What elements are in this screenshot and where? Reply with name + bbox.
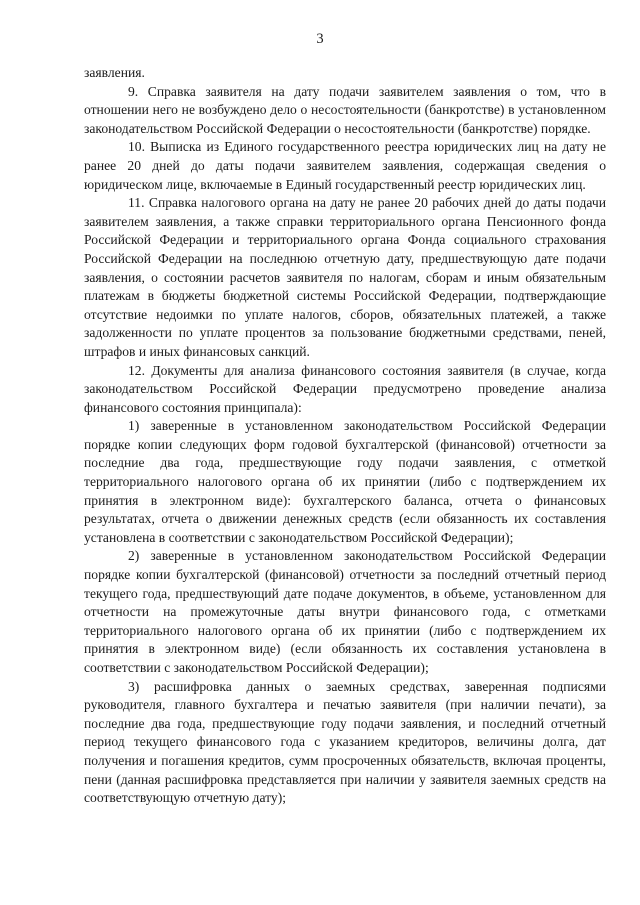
paragraph-item-9: 9. Справка заявителя на дату подачи заявителем заявления о том, что в отношении него не возбуждено дело о несостоятельности (банкротстве) в установленном законодательством Российской Федерации о несостоятельности (банкротстве) порядке. [84,83,606,136]
paragraph-item-11: 11. Справка налогового органа на дату не ранее 20 рабочих дней до даты подачи заявителем заявления, а также справки территориального органа Пенсионного фонда Российской Федерации и территориального органа Фонда социального страхования Российской Федерации на последнюю отчетную дату, предшествующую дате подачи заявления, о состоянии расчетов заявителя по налогам, сборам и иным обязательным платежам в бюджеты бюджетной системы Российской Федерации, подтверждающие отсутствие недоимки по уплате налогов, сборов, обязательных платежей, а также задолженности по уплате процентов за пользование бюджетными средствами, пеней, штрафов и иных финансовых санкций. [84,195,606,359]
document-body [84,64,606,808]
page-number: 3 [316,31,324,47]
paragraph-item-10: 10. Выписка из Единого государственного реестра юридических лиц на дату не ранее 20 дней до даты подачи заявителем заявления, содержащая сведения о юридическом лице, включаемые в Единый государственный реестр юридических лиц. [84,139,606,192]
paragraph-subitem-2: 2) заверенные в установленном законодательством Российской Федерации порядке копии бухгалтерской (финансовой) отчетности за последний отчетный период текущего года, предшествующий дате подаче документов, в объеме, установленном для отчетности на промежуточные даты внутри финансового года, с отметками территориального налогового органа об их принятии (либо с подтверждением их принятия в электронном виде) (если обязанность их составления установлена в соответствии с законодательством Российской Федерации); [84,548,606,675]
paragraph-subitem-3: 3) расшифровка данных о заемных средствах, заверенная подписями руководителя, главного бухгалтера и печатью заявителя (при наличии печати), за последние два года, предшествующие году подачи заявления, и последний отчетный период текущего финансового года с указанием кредиторов, величины долга, дат получения и погашения кредитов, сумм просроченных обязательств, включая проценты, пени (данная расшифровка представляется при наличии у заявителя заемных средств на соответствующую отчетную дату); [84,678,606,806]
paragraph-item-12: 12. Документы для анализа финансового состояния заявителя (в случае, когда законодательством Российской Федерации предусмотрено проведение анализа финансового состояния принципала): [84,362,606,415]
paragraph-continuation: заявления. [84,65,145,80]
paragraph-subitem-1: 1) заверенные в установленном законодательством Российской Федерации порядке копии следующих форм годовой бухгалтерской (финансовой) отчетности за последние два года, предшествующие году подачи заявления, с отметкой территориального налогового органа об их принятии (либо с подтверждением их принятия в электронном виде): бухгалтерского баланса, отчета о финансовых результатах, отчета о движении денежных средств (если обязанность их составления установлена в соответствии с законодательством Российской Федерации); [84,418,606,545]
